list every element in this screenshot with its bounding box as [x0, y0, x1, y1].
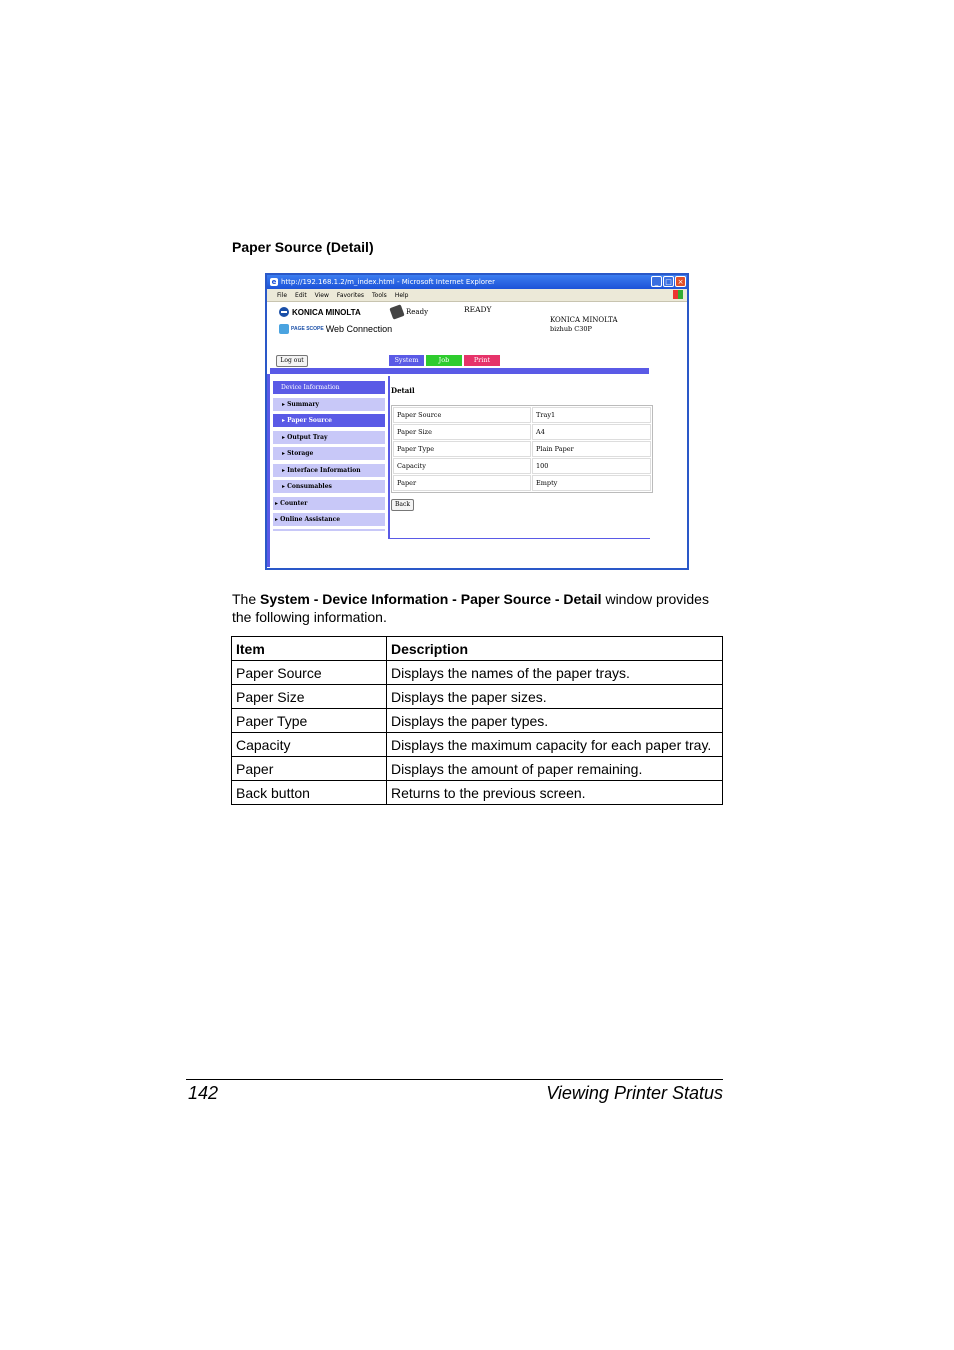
sidebar-item-consumables[interactable]: ▸ Consumables: [273, 480, 385, 493]
pagescope-label: PAGE SCOPE: [291, 325, 324, 332]
column-header-description: Description: [387, 637, 723, 661]
table-row: [393, 407, 651, 423]
detail-key: Capacity: [393, 458, 531, 474]
item-cell: Paper Size: [232, 685, 387, 709]
detail-key: Paper Size: [393, 424, 531, 440]
paragraph-tail: window provides the following information.: [232, 591, 709, 625]
table-row: [232, 661, 723, 685]
printer-status: READY: [464, 305, 492, 314]
model-brand: KONICA MINOLTA: [550, 316, 618, 324]
window-path: System - Device Information - Paper Source - Detail: [260, 591, 602, 607]
menu-view[interactable]: View: [314, 291, 329, 299]
web-connection-label: Web Connection: [325, 324, 393, 334]
logout-button[interactable]: Log out: [276, 355, 308, 367]
footer-section-title: Viewing Printer Status: [546, 1083, 723, 1103]
menu-file[interactable]: File: [277, 291, 288, 299]
table-row: [393, 441, 651, 457]
item-description-table: [231, 636, 723, 805]
tab-job[interactable]: Job: [426, 355, 462, 366]
printer-icon: [389, 304, 404, 319]
tab-print[interactable]: Print: [464, 355, 500, 366]
description-cell: Displays the paper types.: [387, 709, 723, 733]
item-cell: Paper Source: [232, 661, 387, 685]
menu-tools[interactable]: Tools: [372, 291, 387, 299]
sidebar-item-counter[interactable]: ▸ Counter: [273, 497, 385, 510]
menu-edit[interactable]: Edit: [295, 291, 307, 299]
konica-minolta-mark-icon: [279, 307, 289, 317]
detail-value: Tray1: [532, 407, 651, 423]
description-cell: Displays the amount of paper remaining.: [387, 757, 723, 781]
sidebar-item-storage[interactable]: ▸ Storage: [273, 447, 385, 460]
minimize-icon[interactable]: _: [651, 276, 662, 287]
table-row: [393, 424, 651, 440]
back-button[interactable]: Back: [391, 499, 414, 511]
detail-key: Paper Source: [393, 407, 531, 423]
description-cell: Returns to the previous screen.: [387, 781, 723, 805]
table-row: [232, 685, 723, 709]
browser-titlebar: [267, 275, 687, 289]
ie-icon: e: [271, 278, 277, 286]
pagescope-icon: [279, 324, 289, 334]
detail-table: [391, 405, 653, 493]
content-divider: [388, 376, 390, 539]
left-border: [267, 374, 270, 567]
sidebar-bottom-line: [273, 529, 385, 531]
description-cell: Displays the names of the paper trays.: [387, 661, 723, 685]
model-name: bizhub C30P: [550, 325, 592, 333]
sidebar-item-output-tray[interactable]: ▸ Output Tray: [273, 431, 385, 444]
table-row: [232, 757, 723, 781]
paragraph-lead: The: [232, 591, 261, 607]
detail-value: 100: [532, 458, 651, 474]
browser-screenshot: [265, 273, 689, 570]
item-cell: Paper Type: [232, 709, 387, 733]
sidebar-item-online-assistance[interactable]: ▸ Online Assistance: [273, 513, 385, 526]
table-row: [232, 709, 723, 733]
browser-title: http://192.168.1.2/m_index.html - Microsoft Internet Explorer: [281, 278, 495, 286]
maximize-icon[interactable]: □: [663, 276, 674, 287]
windows-logo-icon: [673, 290, 683, 299]
detail-key: Paper Type: [393, 441, 531, 457]
item-cell: Back button: [232, 781, 387, 805]
content-bottom-line: [389, 538, 650, 539]
sidebar-item-device-information[interactable]: Device Information: [273, 381, 385, 394]
item-cell: Capacity: [232, 733, 387, 757]
table-header-row: [232, 637, 723, 661]
description-cell: Displays the maximum capacity for each paper tray.: [387, 733, 723, 757]
sidebar-item-paper-source[interactable]: ▸ Paper Source: [273, 414, 385, 427]
ready-label: Ready: [406, 308, 429, 316]
detail-value: Empty: [532, 475, 651, 491]
detail-key: Paper: [393, 475, 531, 491]
brand-name: KONICA MINOLTA: [292, 307, 361, 317]
detail-value: A4: [532, 424, 651, 440]
table-row: [232, 733, 723, 757]
detail-value: Plain Paper: [532, 441, 651, 457]
header-divider: [270, 368, 649, 374]
description-cell: Displays the paper sizes.: [387, 685, 723, 709]
table-row: [393, 458, 651, 474]
table-row: [393, 475, 651, 491]
page-number: 142: [188, 1083, 219, 1103]
sidebar-item-summary[interactable]: ▸ Summary: [273, 398, 385, 411]
detail-title: Detail: [391, 386, 415, 395]
browser-menubar: [267, 289, 687, 302]
menu-favorites[interactable]: Favorites: [336, 291, 365, 299]
close-icon[interactable]: ×: [675, 276, 686, 287]
sidebar-item-interface-information[interactable]: ▸ Interface Information: [273, 464, 385, 477]
item-cell: Paper: [232, 757, 387, 781]
footer-rule: [186, 1079, 723, 1080]
section-heading: Paper Source (Detail): [232, 239, 374, 255]
konica-minolta-logo: [279, 307, 361, 317]
tab-system[interactable]: System: [389, 355, 424, 366]
column-header-item: Item: [232, 637, 387, 661]
sidebar-nav: [273, 381, 385, 530]
pagescope-logo: [279, 324, 392, 334]
menu-help[interactable]: Help: [394, 291, 409, 299]
description-paragraph: [232, 590, 732, 626]
table-row: [232, 781, 723, 805]
